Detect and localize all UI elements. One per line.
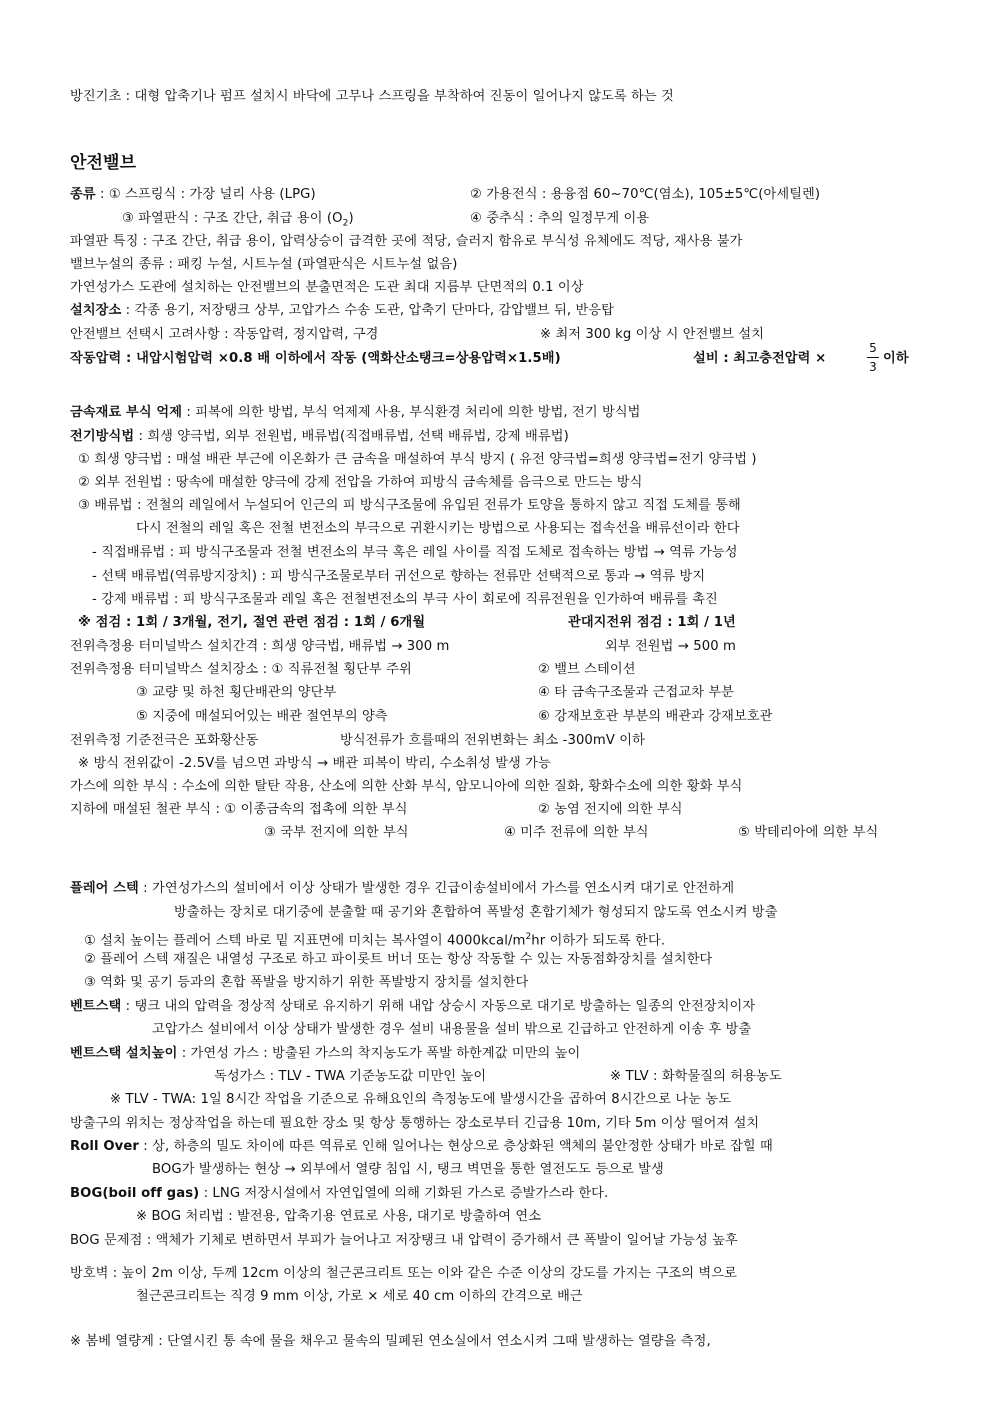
text-operating-pressure: 작동압력 : 내압시험압력 ×0.8 배 이하에서 작동 (액화산소탱크=상용압력×1.5배) [70, 351, 561, 366]
text-toxic-gas: 독성가스 : TLV - TWA 기준농도값 미만인 높이 [214, 1069, 487, 1084]
text-terminal-location-3: ③ 교량 및 하천 횡단배관의 양단부 [136, 685, 337, 700]
text-outlet-position: 방출구의 위치는 정상작업을 하는데 필요한 장소 및 항상 통행하는 장소로부터 긴급용 10m, 기타 5m 이상 떨어져 설치 [70, 1116, 760, 1131]
text-vibration-base: 방진기초 : 대형 압축기나 펌프 설치시 바닥에 고무나 스프링을 부착하여 진동이 일어나지 않도록 하는 것 [70, 89, 674, 104]
text-vent-height: 벤트스택 설치높이 : 가연성 가스 : 방출된 가스의 착지농도가 폭발 하한계값 미만의 높이 [70, 1046, 581, 1061]
text-type1: : ① 스프링식 : 가장 널리 사용 (LPG) [95, 187, 316, 202]
text-terminal-interval-ext: 외부 전원법 → 500 m [605, 639, 736, 654]
text-inspection: ※ 점검 : 1회 / 3개월, 전기, 절연 관련 점검 : 1회 / 6개월 [78, 615, 426, 630]
text-rupture-disc: 파열판 특징 : 구조 간단, 취급 용이, 압력상승이 급격한 곳에 적당, 슬러지 함유로 부식성 유체에도 적당, 재사용 불가 [70, 234, 743, 249]
text-sacrificial-anode: ① 희생 양극법 : 매설 배관 부근에 이온화가 큰 금속을 매설하여 부식 방지 ( 유전 양극법=희생 양극법=전기 양극법 ) [78, 452, 757, 467]
fraction-bar [867, 357, 879, 358]
text-bog-problem: BOG 문제점 : 액체가 기체로 변하면서 부피가 늘어나고 저장탱크 내 압력이 증가해서 큰 폭발이 일어날 가능성 높후 [70, 1233, 738, 1248]
text-bomb-calorimeter: ※ 봄베 열량계 : 단열시킨 통 속에 물을 채우고 물속의 밀폐된 연소실에서 연소시켜 그때 발생하는 열량을 측정, [70, 1334, 711, 1349]
text-forced-drainage: - 강제 배류법 : 피 방식구조물과 레일 혹은 전철변전소의 부극 사이 회로에 직류전원을 인가하여 배류를 촉진 [92, 592, 718, 607]
text-direct-drainage: - 직접배류법 : 피 방식구조물과 전철 변전소의 부극 혹은 레일 사이를 직접 도체로 접속하는 방법 → 역류 가능성 [92, 545, 738, 560]
text-drainage-cont: 다시 전철의 레일 혹은 전철 변전소의 부극으로 귀환시키는 방법으로 사용되는 접속선을 배류선이라 한다 [136, 521, 740, 536]
text-vent-stack-cont: 고압가스 설비에서 이상 상태가 발생한 경우 설비 내용물을 설비 밖으로 긴급하고 안전하게 이송 후 방출 [152, 1022, 752, 1037]
text-equipment-end: 이하 [883, 351, 909, 366]
text-terminal-interval: 전위측정용 터미널박스 설치간격 : 희생 양극법, 배류법 → 300 m [70, 639, 450, 654]
text-terminal-location-2: ② 밸브 스테이션 [538, 662, 636, 677]
text-buried-pipe-4: ④ 미주 전류에 의한 부식 [504, 825, 649, 840]
text-drainage: ③ 배류법 : 전철의 레일에서 누설되어 인근의 피 방식구조물에 유입된 전류가 토양을 통하지 않고 직접 도체를 통해 [78, 498, 741, 513]
text-install-location: 설치장소 : 각종 용기, 저장탱크 상부, 고압가스 수송 도관, 압축기 단마다, 감압밸브 뒤, 반응탑 [70, 303, 615, 318]
section-title-safety-valve: 안전밸브 [70, 153, 137, 173]
text-protective-wall-cont: 철근콘크리트는 직경 9 mm 이상, 가로 × 세로 40 cm 이하의 간격으로 배근 [136, 1289, 583, 1304]
text-valve-types [70, 186, 316, 204]
text-impressed-current: ② 외부 전원법 : 땅속에 매설한 양극에 강제 전압을 가하여 피방식 금속체를 음극으로 만드는 방식 [78, 475, 643, 490]
text-valve-leak: 밸브누설의 종류 : 패킹 누설, 시트누설 (파열판식은 시트누설 없음) [70, 257, 458, 272]
text-roll-over-cont: BOG가 발생하는 현상 → 외부에서 열량 침입 시, 탱크 벽면을 통한 열전도도 등으로 발생 [152, 1162, 664, 1177]
text-selective-drainage: - 선택 배류법(역류방지장치) : 피 방식구조물로부터 귀선으로 향하는 전류만 선택적으로 통과 → 역류 방지 [92, 569, 706, 584]
fraction-denominator: 3 [869, 360, 877, 374]
text-flare-material: ② 플레어 스텍 재질은 내열성 구조로 하고 파이롯트 버너 또는 항상 작동할 수 있는 자동점화장치를 설치한다 [84, 952, 713, 967]
text-roll-over: Roll Over : 상, 하층의 밀도 차이에 따른 역류로 인해 일어나는 현상으로 층상화된 액체의 불안정한 상태가 바로 잡힐 때 [70, 1139, 773, 1154]
text-terminal-location-6: ⑥ 강재보호관 부분의 배관과 강재보호관 [538, 709, 773, 724]
text-flare-flashback: ③ 역화 및 공기 등과의 혼합 폭발을 방지하기 위한 폭발방지 장치를 설치한다 [84, 975, 529, 990]
text-buried-pipe-5: ⑤ 박테리아에 의한 부식 [738, 825, 879, 840]
text-buried-pipe-2: ② 농염 전지에 의한 부식 [538, 802, 683, 817]
text-tlv-twa: ※ TLV - TWA: 1일 8시간 작업을 기준으로 유해요인의 측정농도에 발생시간을 곱하여 8시간으로 나눈 농도 [110, 1092, 732, 1107]
text-vent-stack: 벤트스택 : 탱크 내의 압력을 정상적 상태로 유지하기 위해 내압 상승시 자동으로 대기로 방출하는 일종의 안전장치이자 [70, 999, 756, 1014]
text-tlv-note: ※ TLV : 화학물질의 허용농도 [610, 1069, 782, 1084]
text-terminal-location-5: ⑤ 지중에 매설되어있는 배관 절연부의 양측 [136, 709, 388, 724]
text-selection: 안전밸브 선택시 고려사항 : 작동압력, 정지압력, 구경 [70, 327, 379, 342]
text-bog: BOG(boil off gas) : LNG 저장시설에서 자연입열에 의해 기화된 가스로 증발가스라 한다. [70, 1186, 609, 1201]
text-electric-protection: 전기방식법 : 희생 양극법, 외부 전원법, 배류법(직접배류법, 선택 배류법, 강제 배류법) [70, 429, 569, 444]
text-reference-electrode: 전위측정 기준전극은 포화황산동 [70, 733, 259, 748]
text-discharge-area: 가연성가스 도관에 설치하는 안전밸브의 분출면적은 도관 최대 지름부 단면적의 0.1 이상 [70, 280, 584, 295]
text-protective-wall: 방호벽 : 높이 2m 이상, 두께 12cm 이상의 철근콘크리트 또는 이와 같은 수준 이상의 강도를 가지는 구조의 벽으로 [70, 1266, 737, 1281]
text-terminal-location-4: ④ 타 금속구조물과 근접교차 부분 [538, 685, 734, 700]
text-flare-stack: 플레어 스텍 : 가연성가스의 설비에서 이상 상태가 발생한 경우 긴급이송설비에서 가스를 연소시켜 대기로 안전하게 [70, 881, 735, 896]
text-flare-height: ① 설치 높이는 플레어 스텍 바로 밑 지표면에 미치는 복사열이 $4000kcal/m^2hr$ 이하가 되도록 한다. [84, 932, 666, 949]
text-type3: ③ 파열판식 : 구조 간단, 취급 용이 $(O_2)$ [122, 211, 354, 229]
text-flare-stack-cont: 방출하는 장치로 대기중에 분출할 때 공기와 혼합하여 폭발성 혼합기체가 형성되지 않도록 연소시켜 방출 [174, 905, 778, 920]
text-gas-corrosion: 가스에 의한 부식 : 수소에 의한 탈탄 작용, 산소에 의한 산화 부식, 암모니아에 의한 질화, 황화수소에 의한 황화 부식 [70, 779, 743, 794]
text-terminal-location: 전위측정용 터미널박스 설치장소 : ① 직류전철 횡단부 주위 [70, 662, 412, 677]
fraction-numerator: 5 [869, 341, 877, 355]
label-types: 종류 [70, 187, 96, 202]
text-bog-treatment: ※ BOG 처리법 : 발전용, 압축기용 연료로 사용, 대기로 방출하여 연소 [136, 1209, 542, 1224]
text-equipment: 설비 : 최고충전압력 × [693, 351, 827, 366]
text-corrosion-suppression: 금속재료 부식 억제 : 피복에 의한 방법, 부식 억제제 사용, 부식환경 처리에 의한 방법, 전기 방식법 [70, 405, 641, 420]
text-type2: ② 가용전식 : 용융점 60~70℃(염소), 105±5℃(아세틸렌) [470, 187, 821, 202]
text-overprotection: ※ 방식 전위값이 -2.5V를 넘으면 과방식 → 배관 피복이 박리, 수소취성 발생 가능 [78, 756, 551, 771]
text-selection-note: ※ 최저 300 kg 이상 시 안전밸브 설치 [540, 327, 765, 342]
text-buried-pipe-3: ③ 국부 전지에 의한 부식 [264, 825, 409, 840]
text-potential-change: 방식전류가 흐를때의 전위변화는 최소 -300mV 이하 [340, 733, 645, 748]
text-buried-pipe: 지하에 매설된 철관 부식 : ① 이종금속의 접촉에 의한 부식 [70, 802, 408, 817]
label-install-location: 설치장소 [70, 303, 122, 318]
text-inspection-potential: 관대지전위 점검 : 1회 / 1년 [568, 615, 736, 630]
text-type4: ④ 중추식 : 추의 일정무게 이용 [470, 211, 650, 226]
